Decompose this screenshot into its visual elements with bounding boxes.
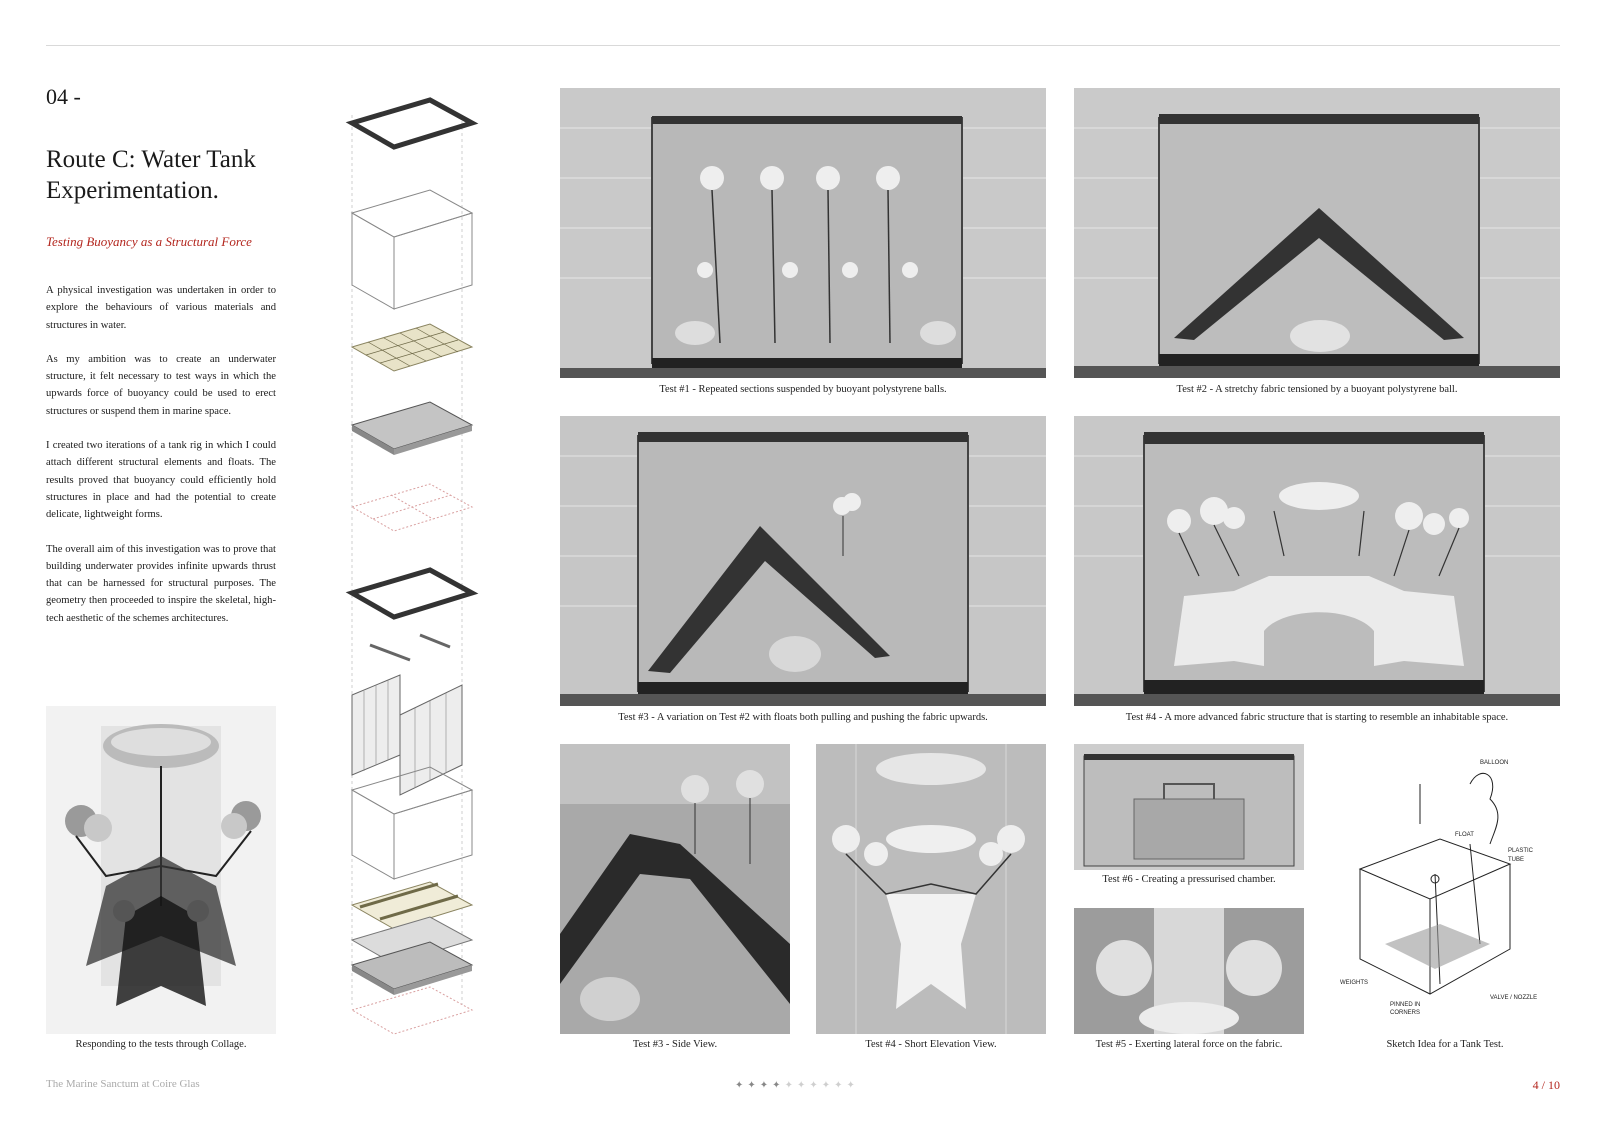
exploded-axonometric-diagram — [340, 95, 490, 1040]
section-number: 04 - — [46, 84, 81, 109]
photo-test-4 — [1074, 416, 1560, 706]
photo-test-4-short-elevation — [816, 744, 1046, 1034]
sketch-label-float: FLOAT — [1455, 832, 1474, 838]
caption-test-4: Test #4 - A more advanced fabric structure that is starting to resemble an inhabitable space. — [1125, 712, 1509, 723]
photo-test-3-side-view — [560, 744, 790, 1034]
photo-test-6 — [1074, 744, 1304, 870]
sketch-label-corners: CORNERS — [1390, 1010, 1421, 1016]
sketch-label-weights: WEIGHTS — [1340, 980, 1368, 986]
page-dot-icon[interactable]: ✦ — [784, 1080, 793, 1091]
page-dot-icon[interactable]: ✦ — [735, 1080, 744, 1091]
page-subtitle: Testing Buoyancy as a Structural Force — [46, 234, 252, 249]
caption-test-4-short: Test #4 - Short Elevation View. — [865, 1039, 997, 1050]
sketch-image — [1330, 744, 1560, 1034]
photo-test-2 — [1074, 88, 1560, 378]
paragraph: As my ambition was to create an underwater structure, it felt necessary to test ways in which the upwards force of buoyancy could be used to erect structures or suspend them in marine space. — [46, 353, 276, 417]
header-rule — [46, 45, 1560, 46]
paragraph: I created two iterations of a tank rig in which I could attach different structural elements and floats. The results proved that buoyancy could efficiently hold structures in place and had the potential to create delicate, lightweight forms. — [46, 440, 276, 521]
page-dot-icon[interactable]: ✦ — [846, 1080, 855, 1091]
caption-collage: Responding to the tests through Collage. — [75, 1039, 247, 1050]
caption-test-5: Test #5 - Exerting lateral force on the fabric. — [1095, 1039, 1283, 1050]
page-dot-icon[interactable]: ✦ — [772, 1080, 781, 1091]
sketch-label-plastic: PLASTIC — [1508, 848, 1534, 854]
page-dot-icon[interactable]: ✦ — [809, 1080, 818, 1091]
paragraph: A physical investigation was undertaken in order to explore the behaviours of various materials and structures in water. — [46, 285, 276, 331]
title-line-1: Route C: Water Tank — [46, 146, 256, 173]
caption-test-6: Test #6 - Creating a pressurised chamber. — [1102, 874, 1276, 885]
page-dot-icon[interactable]: ✦ — [747, 1080, 756, 1091]
page-dots[interactable] — [735, 1081, 855, 1091]
photo-test-1 — [560, 88, 1046, 378]
sketch-label-pinned: PINNED IN — [1390, 1002, 1421, 1008]
body-text — [46, 282, 276, 644]
title-line-2: Experimentation. — [46, 177, 219, 204]
page-dot-icon[interactable]: ✦ — [759, 1080, 769, 1091]
footer-page-number: 4 / 10 — [1532, 1078, 1560, 1092]
sketch-label-tube: TUBE — [1508, 857, 1525, 863]
caption-test-3: Test #3 - A variation on Test #2 with floats both pulling and pushing the fabric upwards. — [618, 712, 988, 723]
page-dot-icon[interactable]: ✦ — [821, 1080, 831, 1091]
photo-test-5 — [1074, 908, 1304, 1034]
page-dot-icon[interactable]: ✦ — [796, 1080, 806, 1091]
sketch-label-balloon: BALLOON — [1480, 760, 1509, 766]
caption-test-2: Test #2 - A stretchy fabric tensioned by a buoyant polystyrene ball. — [1176, 384, 1458, 395]
caption-sketch: Sketch Idea for a Tank Test. — [1386, 1039, 1504, 1050]
page-dot-icon[interactable]: ✦ — [834, 1080, 843, 1091]
footer-project-name: The Marine Sanctum at Coire Glas — [46, 1078, 200, 1090]
page-title — [46, 144, 316, 206]
caption-test-3-side: Test #3 - Side View. — [632, 1039, 718, 1050]
collage-image — [46, 706, 276, 1034]
sketch-label-valve: VALVE / NOZZLE — [1490, 995, 1538, 1001]
photo-test-3 — [560, 416, 1046, 706]
caption-test-1: Test #1 - Repeated sections suspended by buoyant polystyrene balls. — [659, 384, 947, 395]
paragraph: The overall aim of this investigation was to prove that building underwater provides infinite upwards thrust that can be harnessed for structural purposes. The geometry then proceeded to inspire the skeletal, high-tech aesthetic of the schemes architectures. — [46, 543, 276, 624]
